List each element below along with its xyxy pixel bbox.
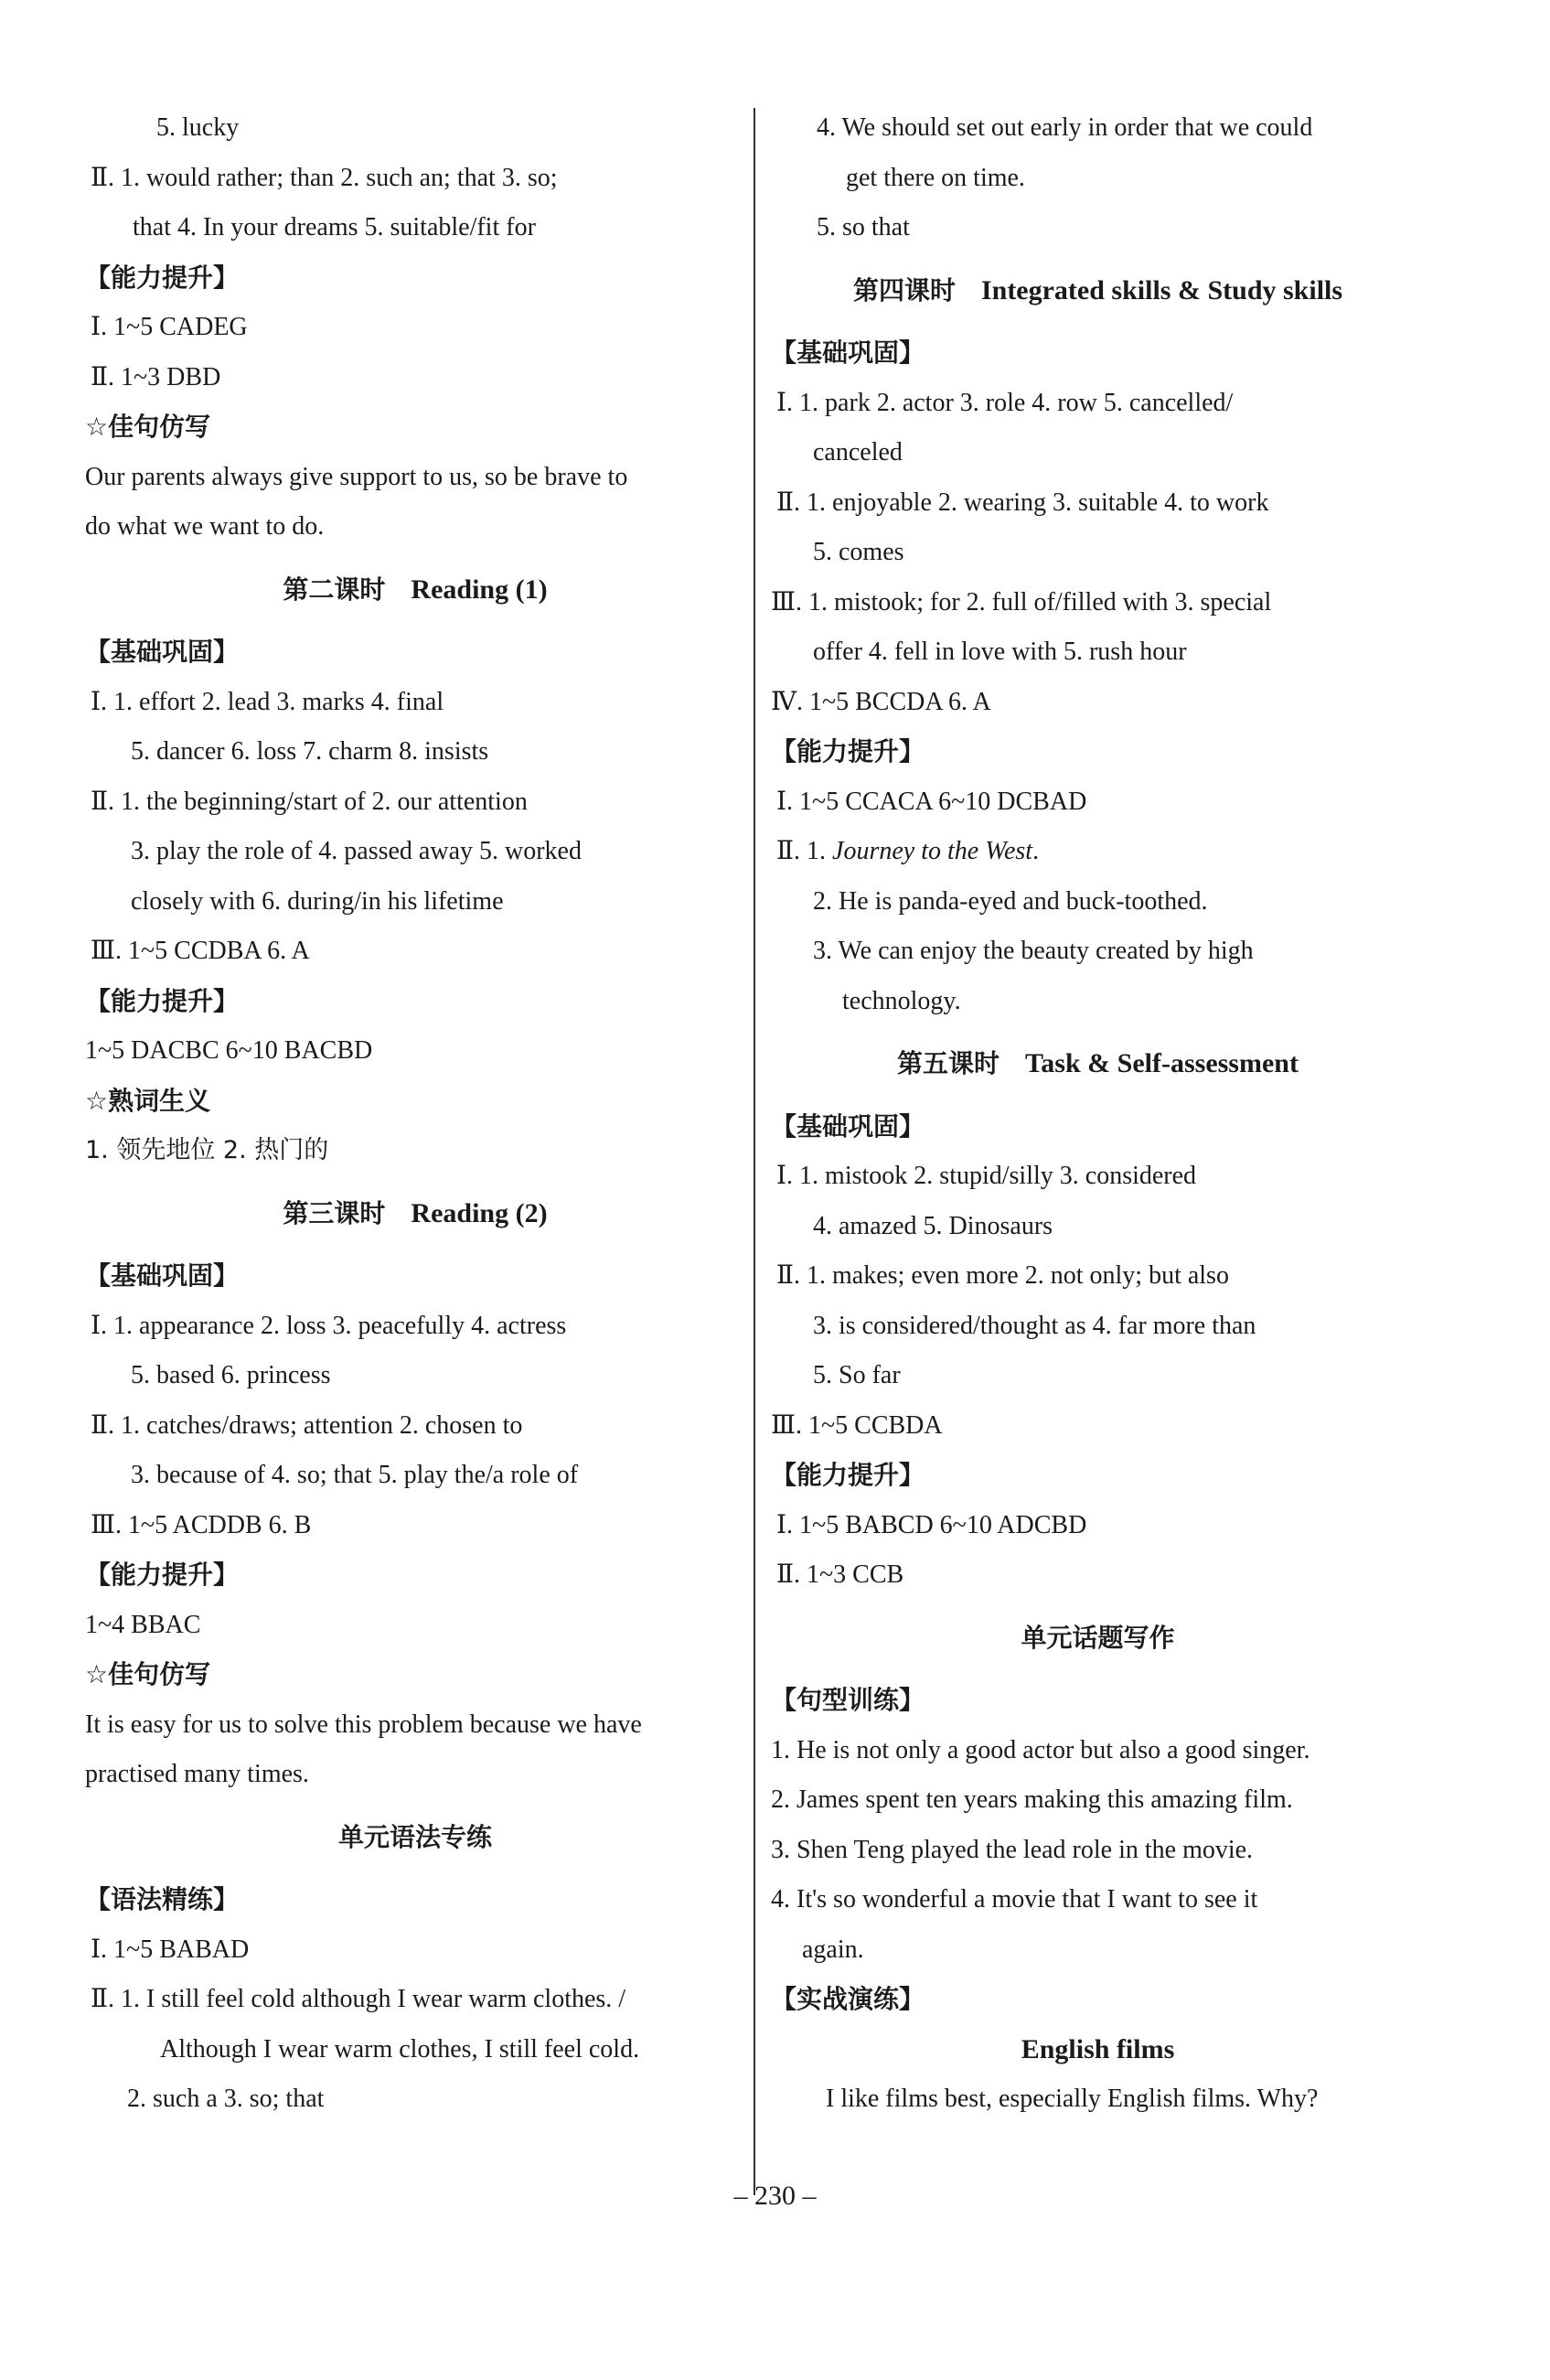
answer-line: Ⅰ. 1. appearance 2. loss 3. peacefully 4. actress xyxy=(91,1311,567,1340)
section-title: 单元语法专练 xyxy=(337,1821,492,1852)
section-heading: ☆佳句仿写 xyxy=(85,1659,211,1689)
answer-line: Ⅱ. 1. enjoyable 2. wearing 3. suitable 4. to work xyxy=(776,488,1269,517)
answer-line: Ⅳ. 1~5 BCCDA 6. A xyxy=(771,687,991,716)
answer-line: 4. It's so wonderful a movie that I want to see it xyxy=(771,1885,1258,1914)
section-heading: ☆佳句仿写 xyxy=(85,412,211,442)
answer-line: 1~4 BBAC xyxy=(85,1610,201,1639)
section-heading: 【句型训练】 xyxy=(771,1685,925,1715)
answer-line: closely with 6. during/in his lifetime xyxy=(131,886,504,916)
answer-line: 5. based 6. princess xyxy=(131,1361,331,1389)
answer-line: Ⅱ. 1. catches/draws; attention 2. chosen to xyxy=(91,1410,523,1440)
lesson-title-en: Reading (2) xyxy=(411,1197,548,1228)
answer-line: offer 4. fell in love with 5. rush hour xyxy=(813,638,1187,666)
answer-line: 4. amazed 5. Dinosaurs xyxy=(813,1211,1053,1240)
section-heading: 【基础巩固】 xyxy=(85,1260,240,1291)
answer-line: Ⅰ. 1~5 BABAD xyxy=(91,1935,250,1964)
answer-line: 5. dancer 6. loss 7. charm 8. insists xyxy=(131,737,489,766)
lesson-title xyxy=(85,565,745,616)
answer-line: 1~5 DACBC 6~10 BACBD xyxy=(85,1036,373,1065)
answer-line: Ⅱ. 1. makes; even more 2. not only; but also xyxy=(776,1261,1229,1290)
answer-line: Ⅱ. 1~3 DBD xyxy=(91,362,221,391)
answer-line: Ⅱ. 1. would rather; than 2. such an; that 3. so; xyxy=(91,163,558,192)
answer-line: Ⅲ. 1~5 CCBDA xyxy=(771,1410,943,1440)
essay-line: I like films best, especially English films. Why? xyxy=(826,2085,1319,2113)
answer-line: Ⅰ. 1. effort 2. lead 3. marks 4. final xyxy=(91,687,444,716)
column-divider xyxy=(754,108,755,2195)
answer-line: practised many times. xyxy=(85,1760,309,1788)
lesson-title-cn: 第四课时 xyxy=(852,274,956,306)
answer-line: 3. play the role of 4. passed away 5. worked xyxy=(131,837,582,865)
section-heading: 【能力提升】 xyxy=(85,262,240,293)
left-column xyxy=(85,103,745,2125)
answer-line: 3. Shen Teng played the lead role in the movie. xyxy=(771,1835,1254,1864)
book-title: Journey to the West xyxy=(832,837,1033,865)
section-heading: 【基础巩固】 xyxy=(771,338,925,368)
right-column xyxy=(771,103,1425,2125)
answer-line xyxy=(771,827,1425,877)
answer-line: that 4. In your dreams 5. suitable/fit for xyxy=(133,213,536,241)
answer-line: 3. We can enjoy the beauty created by high xyxy=(813,937,1254,965)
answer-line: Ⅰ. 1. mistook 2. stupid/silly 3. considered xyxy=(776,1162,1197,1190)
answer-line: 3. because of 4. so; that 5. play the/a role of xyxy=(131,1461,579,1489)
answer-line: Ⅰ. 1~5 CCACA 6~10 DCBAD xyxy=(776,787,1087,816)
answer-line: Ⅲ. 1~5 CCDBA 6. A xyxy=(91,937,310,965)
answer-line: do what we want to do. xyxy=(85,512,325,541)
section-heading: 【语法精练】 xyxy=(85,1884,240,1914)
answer-line: 5. lucky xyxy=(156,113,240,142)
lesson-title xyxy=(771,1039,1425,1089)
section-heading: 【能力提升】 xyxy=(85,985,240,1016)
answer-line: canceled xyxy=(813,438,903,466)
section-heading: ☆熟词生义 xyxy=(85,1085,211,1116)
section-heading: 【基础巩固】 xyxy=(771,1110,925,1142)
essay-title: English films xyxy=(1021,2033,1175,2064)
answer-line: get there on time. xyxy=(846,163,1025,192)
lesson-title-en: Task & Self-assessment xyxy=(1025,1048,1299,1078)
answer-line: Ⅱ. 1~3 CCB xyxy=(776,1560,904,1589)
answer-number: Ⅱ. 1. xyxy=(776,837,833,865)
answer-line: 5. comes xyxy=(813,538,904,566)
answer-punct: . xyxy=(1032,837,1040,865)
answer-line: Ⅱ. 1. I still feel cold although I wear warm clothes. / xyxy=(91,1985,626,2013)
answer-line: Ⅰ. 1~5 CADEG xyxy=(91,313,248,341)
lesson-title-en: Reading (1) xyxy=(411,574,548,605)
lesson-title xyxy=(85,1189,745,1239)
answer-line: 1. He is not only a good actor but also a good singer. xyxy=(771,1735,1310,1764)
lesson-title xyxy=(771,266,1425,316)
page-number: – 230 – xyxy=(733,2181,817,2211)
answer-line: Although I wear warm clothes, I still feel cold. xyxy=(160,2034,640,2064)
lesson-title-cn: 第二课时 xyxy=(283,574,386,605)
answer-line: It is easy for us to solve this problem because we have xyxy=(85,1710,642,1739)
answer-line: Ⅲ. 1. mistook; for 2. full of/filled with 3. special xyxy=(771,587,1272,616)
answer-line: 5. So far xyxy=(813,1361,901,1389)
section-heading: 【能力提升】 xyxy=(85,1560,240,1590)
section-title: 单元话题写作 xyxy=(1021,1622,1175,1653)
answer-line: 5. so that xyxy=(817,213,910,241)
answer-line: Ⅰ. 1~5 BABCD 6~10 ADCBD xyxy=(776,1510,1087,1539)
lesson-title-en: Integrated skills & Study skills xyxy=(980,274,1343,306)
answer-line: 3. is considered/thought as 4. far more than xyxy=(813,1311,1256,1340)
answer-line: Our parents always give support to us, so be brave to xyxy=(85,462,628,491)
answer-line: 2. He is panda-eyed and buck-toothed. xyxy=(813,886,1208,916)
section-heading: 【能力提升】 xyxy=(771,1460,925,1490)
answer-line: Ⅲ. 1~5 ACDDB 6. B xyxy=(91,1510,312,1539)
answer-line: Ⅰ. 1. park 2. actor 3. role 4. row 5. cancelled/ xyxy=(776,388,1234,417)
answer-line: 2. James spent ten years making this amazing film. xyxy=(771,1785,1293,1814)
section-heading: 【能力提升】 xyxy=(771,736,925,767)
answer-line: technology. xyxy=(842,986,961,1015)
answer-line: 1. 领先地位 2. 热门的 xyxy=(85,1136,329,1164)
answer-line: Ⅱ. 1. the beginning/start of 2. our attention xyxy=(91,787,528,816)
answer-line: 4. We should set out early in order that we could xyxy=(817,113,1313,142)
section-heading: 【实战演练】 xyxy=(771,1984,925,2014)
answer-line: again. xyxy=(802,1935,864,1964)
lesson-title-cn: 第三课时 xyxy=(283,1197,386,1228)
answer-line: 2. such a 3. so; that xyxy=(127,2085,325,2113)
section-heading: 【基础巩固】 xyxy=(85,637,240,667)
lesson-title-cn: 第五课时 xyxy=(897,1048,1000,1078)
